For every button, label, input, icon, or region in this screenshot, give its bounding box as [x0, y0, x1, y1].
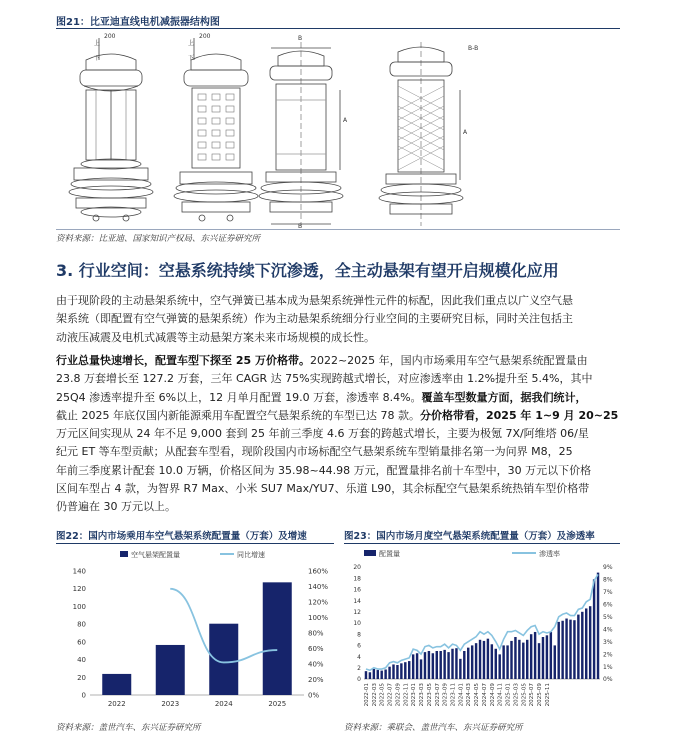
month-bar	[443, 650, 445, 679]
paragraph-1	[56, 292, 621, 347]
month-bar	[569, 620, 571, 679]
month-bar	[392, 664, 394, 679]
y-right-tick-label: 120%	[308, 598, 329, 607]
y-right-tick-label: 8%	[603, 576, 613, 584]
month-bar	[365, 671, 367, 679]
month-bar	[369, 672, 371, 679]
x-tick-label: 2022-07	[387, 683, 394, 707]
month-bar	[530, 634, 532, 679]
y-right-tick-label: 40%	[308, 660, 324, 669]
y-left-tick-label: 12	[353, 609, 361, 616]
x-tick-label: 2022-09	[395, 683, 402, 707]
d2-top-label: 200	[199, 33, 211, 40]
month-bar	[526, 640, 528, 679]
x-tick-label: 2023-07	[434, 683, 441, 707]
d4-title-label: B-B	[468, 45, 479, 52]
y-left-tick-label: 2	[357, 665, 361, 672]
month-bar	[597, 573, 599, 679]
x-tick-label: 2025-07	[529, 683, 536, 707]
month-bar	[380, 671, 382, 679]
d3-bottom-label: B	[298, 223, 303, 228]
y-left-tick-label: 140	[72, 567, 86, 576]
x-tick-label: 2022-11	[403, 683, 410, 707]
legend-label-bar: 配置量	[379, 550, 400, 558]
paragraph-1-line: 动液压减震及电机式减震等主动悬架方案未来市场规模的成长性。	[56, 330, 375, 344]
section-heading: 3. 行业空间：空悬系统持续下沉渗透，全主动悬架有望开启规模化应用	[56, 261, 559, 280]
paragraph-2-line: 仍普遍在 30 万元以上。	[56, 500, 176, 514]
month-bar	[491, 644, 493, 679]
paragraph-2-line: 25Q4 渗透率提升至 6%以上，12 月单月配置 19.0 万套，渗透率 8.4%。	[56, 390, 422, 404]
month-bar	[439, 651, 441, 679]
paragraph-1-line: 由于现阶段的主动悬架系统中，空气弹簧已基本成为悬架系统弹性元件的标配，因此我们重点以广义空气悬	[56, 294, 573, 307]
y-right-tick-label: 1%	[603, 663, 613, 671]
month-bar	[373, 669, 375, 679]
figure21-top-rule	[56, 28, 620, 29]
x-tick-label: 2025-11	[544, 683, 551, 707]
month-bar	[459, 659, 461, 679]
month-bar	[557, 622, 559, 679]
y-left-tick-label: 40	[77, 656, 86, 665]
month-bar	[463, 651, 465, 679]
x-tick-label: 2024-09	[489, 683, 496, 707]
y-left-tick-label: 8	[357, 631, 361, 639]
y-right-tick-label: 5%	[603, 613, 613, 621]
y-right-tick-label: 0%	[603, 676, 613, 684]
y-left-tick-label: 20	[77, 673, 86, 682]
x-tick-label: 2023-11	[450, 683, 457, 707]
month-bar	[428, 651, 430, 679]
month-bar	[432, 653, 434, 679]
month-bar	[377, 670, 379, 679]
d1-mark-label: 上	[94, 40, 101, 47]
month-bar	[534, 632, 536, 679]
bar-2023	[156, 645, 185, 695]
d2-mark2-label: 下	[188, 55, 195, 62]
month-bar	[498, 654, 500, 679]
x-tick-label: 2025-05	[521, 683, 528, 707]
month-bar	[436, 651, 438, 679]
d3-top-label: B	[298, 35, 303, 42]
x-tick-label: 2022-01	[363, 683, 370, 707]
month-bar	[451, 649, 453, 679]
y-left-tick-label: 60	[77, 638, 86, 647]
figure23-source: 资料来源：乘联会、盖世汽车、东兴证券研究所	[344, 723, 523, 733]
y-left-tick-label: 20	[353, 564, 361, 572]
month-bar	[467, 648, 469, 679]
figure22-chart	[56, 545, 334, 715]
month-bar	[388, 667, 390, 679]
x-tick-label: 2025-01	[505, 683, 512, 707]
drawing-4-outline	[379, 42, 463, 226]
figure22-title: 图22：国内市场乘用车空气悬架系统配置量（万套）及增速	[56, 531, 307, 542]
x-tick-label: 2024-01	[458, 683, 465, 707]
month-bar	[404, 662, 406, 679]
x-tick-label: 2024-11	[497, 683, 504, 707]
y-left-tick-label: 80	[77, 620, 86, 629]
legend-label-bar: 空气悬架配置量	[131, 551, 180, 559]
month-bar	[577, 615, 579, 679]
y-right-tick-label: 60%	[308, 645, 324, 653]
y-right-tick-label: 80%	[308, 629, 324, 638]
d2-mark-label: 上	[188, 40, 195, 47]
d1-mark2-label: 下	[94, 55, 101, 62]
y-right-tick-label: 9%	[603, 564, 613, 572]
paragraph-2-lead: 行业总量快速增长，配置车型下探至 25 万价格带。	[56, 354, 310, 367]
month-bar	[581, 612, 583, 679]
y-left-tick-label: 10	[353, 620, 361, 628]
bar-2022	[102, 674, 131, 695]
x-tick-label: 2024	[214, 700, 233, 708]
y-left-tick-label: 14	[353, 597, 361, 605]
drawing-1-outline	[69, 38, 153, 221]
y-left-tick-label: 0	[357, 676, 361, 684]
month-bar	[518, 640, 520, 679]
figure21-source: 资料来源：比亚迪、国家知识产权局、东兴证券研究所	[56, 234, 261, 244]
figure21-bottom-rule	[56, 229, 620, 230]
x-tick-label: 2023-03	[419, 683, 426, 707]
month-bar	[554, 645, 556, 679]
x-tick-label: 2023-09	[442, 683, 449, 707]
x-tick-label: 2023-01	[411, 683, 418, 707]
month-bar	[542, 637, 544, 679]
figure22-top-rule	[56, 543, 334, 544]
month-bar	[412, 654, 414, 679]
month-bar	[495, 649, 497, 679]
y-right-tick-label: 140%	[308, 583, 329, 591]
d1-top-label: 200	[104, 33, 116, 40]
month-bar	[546, 635, 548, 679]
paragraph-2-line: 年前三季度累计配套 10.0 万辆，价格区间为 35.98~44.98 万元，配置量排名前十车型中，30 万元以下价格	[56, 463, 592, 477]
y-right-tick-label: 160%	[308, 567, 329, 576]
y-left-tick-label: 120	[72, 585, 86, 594]
x-tick-label: 2025-03	[513, 683, 520, 707]
month-bar	[416, 653, 418, 679]
month-bar	[408, 661, 410, 679]
paragraph-2-line: 2022~2025 年，国内市场乘用车空气悬架系统配置量由	[309, 354, 588, 367]
paragraph-2-line: 万元区间实现从 24 年不足 9,000 套到 25 年前三季度 4.6 万套的跨越式增长，主要为极氪 7X/阿维塔 06/星	[56, 427, 589, 441]
x-tick-label: 2022-05	[379, 683, 386, 707]
figure23-top-rule	[344, 543, 620, 544]
paragraph-2-line: 区间车型占 4 款，为智界 R7 Max、小米 SU7 Max/YU7、乐道 L90，其余标配空气悬架系统热销车型价格带	[56, 482, 590, 496]
d4-side-label: A	[463, 129, 468, 136]
legend-label-line: 同比增速	[237, 551, 265, 559]
x-tick-label: 2024-07	[481, 683, 488, 707]
month-bar	[550, 632, 552, 679]
drawing-3-outline	[259, 42, 343, 226]
y-left-tick-label: 16	[353, 586, 361, 594]
month-bar	[384, 669, 386, 679]
y-left-tick-label: 18	[353, 575, 361, 583]
month-bar	[479, 640, 481, 679]
month-bar	[538, 643, 540, 679]
figure21-patent-drawings	[56, 30, 620, 228]
bar-2025	[263, 582, 292, 695]
month-bar	[510, 641, 512, 679]
month-bar	[447, 652, 449, 679]
paragraph-1-line: 架系统（即配置有空气弹簧的悬架系统）作为主动悬架系统细分行业空间的主要研究目标，同时关注包括主	[56, 312, 573, 326]
month-bar	[424, 652, 426, 679]
x-tick-label: 2023	[161, 700, 180, 708]
y-left-tick-label: 4	[357, 653, 361, 661]
legend-swatch-bar	[364, 550, 376, 556]
x-tick-label: 2022	[107, 700, 126, 708]
d3-side-label: A	[343, 117, 348, 124]
month-bar	[483, 641, 485, 679]
month-bar	[522, 643, 524, 679]
paragraph-2-line: 截止 2025 年底仅国内新能源乘用车配置空气悬架系统的车型已达 78 款。	[56, 408, 420, 422]
y-right-tick-label: 6%	[603, 601, 613, 609]
y-right-tick-label: 2%	[603, 651, 613, 659]
month-bar	[573, 620, 575, 679]
x-tick-label: 2023-05	[426, 683, 433, 707]
month-bar	[396, 665, 398, 679]
legend-swatch-bar	[120, 551, 128, 557]
y-left-tick-label: 0	[81, 691, 86, 700]
x-tick-label: 2022-03	[371, 683, 378, 707]
y-right-tick-label: 0%	[308, 691, 320, 700]
month-bar	[506, 645, 508, 679]
month-bar	[471, 645, 473, 679]
month-bar	[585, 608, 587, 679]
month-bar	[593, 579, 595, 679]
paragraph-2	[56, 352, 621, 517]
y-right-tick-label: 3%	[603, 638, 613, 646]
month-bar	[455, 648, 457, 679]
x-tick-label: 2024-05	[474, 683, 481, 707]
y-right-tick-label: 100%	[308, 614, 329, 622]
legend-label-line: 渗透率	[539, 550, 560, 558]
month-bar	[589, 606, 591, 679]
y-left-tick-label: 6	[357, 642, 361, 650]
drawing-2-outline	[174, 38, 258, 221]
x-tick-label: 2025-09	[537, 683, 544, 707]
month-bar	[565, 619, 567, 679]
figure23-chart	[344, 545, 620, 715]
month-bar	[502, 645, 504, 679]
month-bar	[475, 643, 477, 679]
figure23-title: 图23：国内市场月度空气悬架系统配置量（万套）及渗透率	[344, 531, 595, 542]
month-bar	[420, 659, 422, 679]
figure21-title: 图21：比亚迪直线电机减振器结构图	[56, 17, 220, 28]
x-tick-label: 2024-03	[466, 683, 473, 707]
x-tick-label: 2025	[268, 700, 287, 708]
month-bar	[400, 663, 402, 679]
month-bar	[487, 639, 489, 679]
month-bar	[514, 637, 516, 679]
y-right-tick-label: 4%	[603, 626, 613, 634]
paragraph-2-line: 23.8 万套增长至 127.2 万套，三年 CAGR 达 75%实现跨越式增长，对应渗透率由 1.2%提升至 5.4%，其中	[56, 372, 593, 386]
month-bar	[561, 621, 563, 679]
y-right-tick-label: 20%	[308, 676, 324, 684]
paragraph-2-bold: 分价格带看，2025 年 1~9 月 20~25	[419, 408, 619, 422]
paragraph-2-line: 纪元 ET 等车型贡献；从配套车型看，现阶段国内市场标配空气悬架系统车型销量排名第一为问界 M8，25	[56, 445, 573, 459]
y-left-tick-label: 100	[72, 602, 86, 611]
y-right-tick-label: 7%	[603, 589, 613, 597]
paragraph-2-bold: 覆盖车型数量方面，据我们统计，	[421, 390, 587, 404]
figure22-source: 资料来源：盖世汽车、东兴证券研究所	[56, 723, 201, 733]
